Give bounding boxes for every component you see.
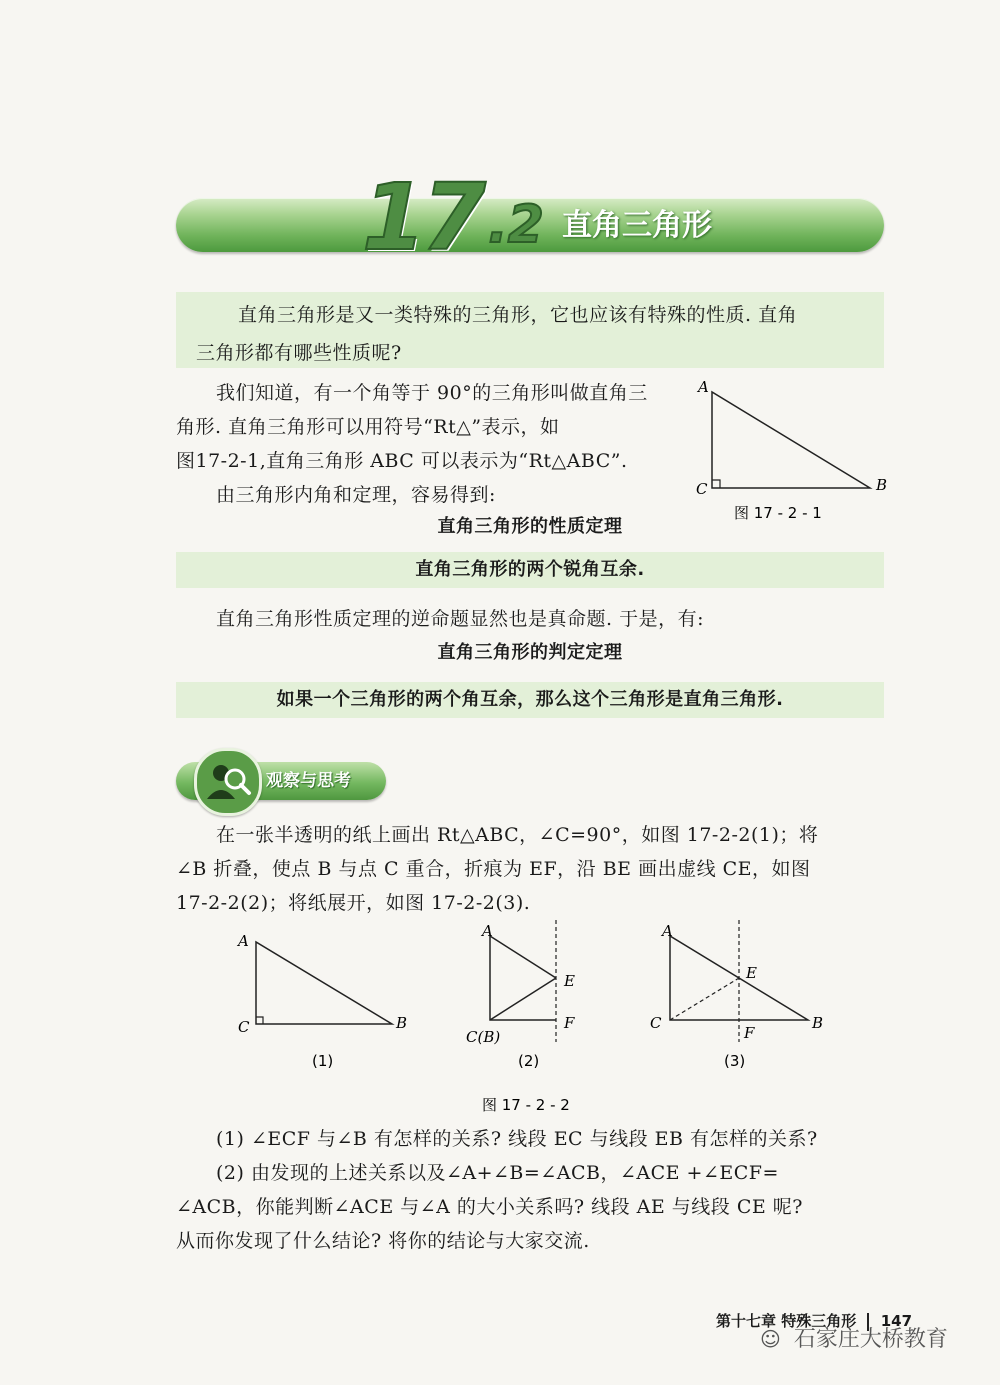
fig1-label-c: C bbox=[696, 480, 708, 498]
section-subnumber: .2 bbox=[488, 195, 544, 255]
fig2-2-label-a: A bbox=[482, 922, 493, 940]
para3-line-1: 在一张半透明的纸上画出 Rt△ABC，∠C=90°，如图 17-2-2(1)；将 bbox=[216, 824, 819, 846]
observe-label: 观察与思考 bbox=[266, 771, 351, 791]
magnifier-person-icon bbox=[194, 748, 262, 816]
fig2-2-caption: (2) bbox=[518, 1052, 540, 1070]
fig1-label-b: B bbox=[876, 476, 888, 494]
fig2-2-side-ae bbox=[490, 936, 556, 978]
fig2-subfigure-3 bbox=[650, 920, 823, 1070]
fig2-3-label-c: C bbox=[650, 1014, 662, 1032]
para3-line-3: 17-2-2(2)；将纸展开，如图 17-2-2(3). bbox=[176, 892, 531, 914]
fig2-subfigure-2 bbox=[466, 920, 575, 1070]
fig2-3-label-b: B bbox=[812, 1014, 824, 1032]
question-1: (1) ∠ECF 与∠B 有怎样的关系? 线段 EC 与线段 EB 有怎样的关系? bbox=[216, 1128, 818, 1150]
theorem1-statement: 直角三角形的两个锐角互余. bbox=[415, 559, 645, 580]
fig2-3-caption: (3) bbox=[724, 1052, 746, 1070]
fig2-2-label-cb: C(B) bbox=[466, 1028, 501, 1046]
fig2-2-folded-outline bbox=[490, 936, 556, 1020]
figure-17-2-2 bbox=[230, 920, 840, 1120]
fig2-1-label-a: A bbox=[238, 932, 249, 950]
intro-line-2: 三角形都有哪些性质呢? bbox=[196, 342, 402, 364]
chapter-title: 第十七章 特殊三角形 bbox=[716, 1312, 857, 1330]
fig2-caption: 图 17 - 2 - 2 bbox=[482, 1096, 570, 1114]
fig2-1-label-b: B bbox=[396, 1014, 408, 1032]
question-2-line-1: (2) 由发现的上述关系以及∠A+∠B=∠ACB，∠ACE +∠ECF= bbox=[216, 1162, 779, 1184]
fig2-1-right-angle bbox=[256, 1017, 263, 1024]
intro-line-1: 直角三角形是又一类特殊的三角形，它也应该有特殊的性质. 直角 bbox=[238, 304, 798, 326]
para1-line-2: 角形. 直角三角形可以用符号“Rt△”表示，如 bbox=[176, 416, 560, 438]
watermark-text: 石家庄大桥教育 bbox=[793, 1327, 948, 1352]
para1-line-4: 由三角形内角和定理，容易得到: bbox=[216, 484, 496, 506]
theorem2-statement: 如果一个三角形的两个角互余，那么这个三角形是直角三角形. bbox=[276, 689, 784, 710]
para1-line-3: 图17-2-1,直角三角形 ABC 可以表示为“Rt△ABC”. bbox=[176, 450, 628, 472]
section-title: 直角三角形 bbox=[562, 208, 712, 243]
para2-line-1: 直角三角形性质定理的逆命题显然也是真命题. 于是，有: bbox=[216, 608, 704, 630]
fig2-2-crease-ce bbox=[490, 978, 556, 1020]
fig2-3-label-e: E bbox=[746, 964, 757, 982]
fig2-1-label-c: C bbox=[238, 1018, 250, 1036]
fig1-label-a: A bbox=[698, 378, 709, 396]
page-number: 147 bbox=[880, 1312, 913, 1330]
theorem2-title: 直角三角形的判定定理 bbox=[437, 642, 623, 663]
watermark bbox=[760, 1324, 948, 1354]
fig2-1-triangle bbox=[256, 942, 392, 1024]
right-angle-mark bbox=[712, 480, 720, 488]
para1-line-1: 我们知道，有一个角等于 90°的三角形叫做直角三 bbox=[216, 382, 648, 404]
fig2-1-caption: (1) bbox=[312, 1052, 334, 1070]
fig2-3-label-a: A bbox=[662, 922, 673, 940]
figure-17-2-1 bbox=[690, 378, 900, 528]
fig2-subfigure-1 bbox=[236, 932, 407, 1070]
right-triangle-abc bbox=[712, 392, 870, 488]
wechat-icon: ☺ bbox=[760, 1327, 781, 1351]
fig2-3-dashed-ce bbox=[670, 978, 739, 1020]
theorem1-title: 直角三角形的性质定理 bbox=[437, 516, 623, 537]
question-2-line-3: 从而你发现了什么结论? 将你的结论与大家交流. bbox=[176, 1230, 590, 1252]
fig2-2-label-e: E bbox=[564, 972, 575, 990]
section-number: 17 bbox=[362, 164, 483, 271]
fig2-3-label-f: F bbox=[744, 1024, 755, 1042]
fig2-2-label-f: F bbox=[564, 1014, 575, 1032]
question-2-line-2: ∠ACB，你能判断∠ACE 与∠A 的大小关系吗? 线段 AE 与线段 CE 呢? bbox=[176, 1196, 803, 1218]
fig1-caption: 图 17 - 2 - 1 bbox=[734, 504, 822, 522]
para3-line-2: ∠B 折叠，使点 B 与点 C 重合，折痕为 EF，沿 BE 画出虚线 CE，如图 bbox=[176, 858, 811, 880]
